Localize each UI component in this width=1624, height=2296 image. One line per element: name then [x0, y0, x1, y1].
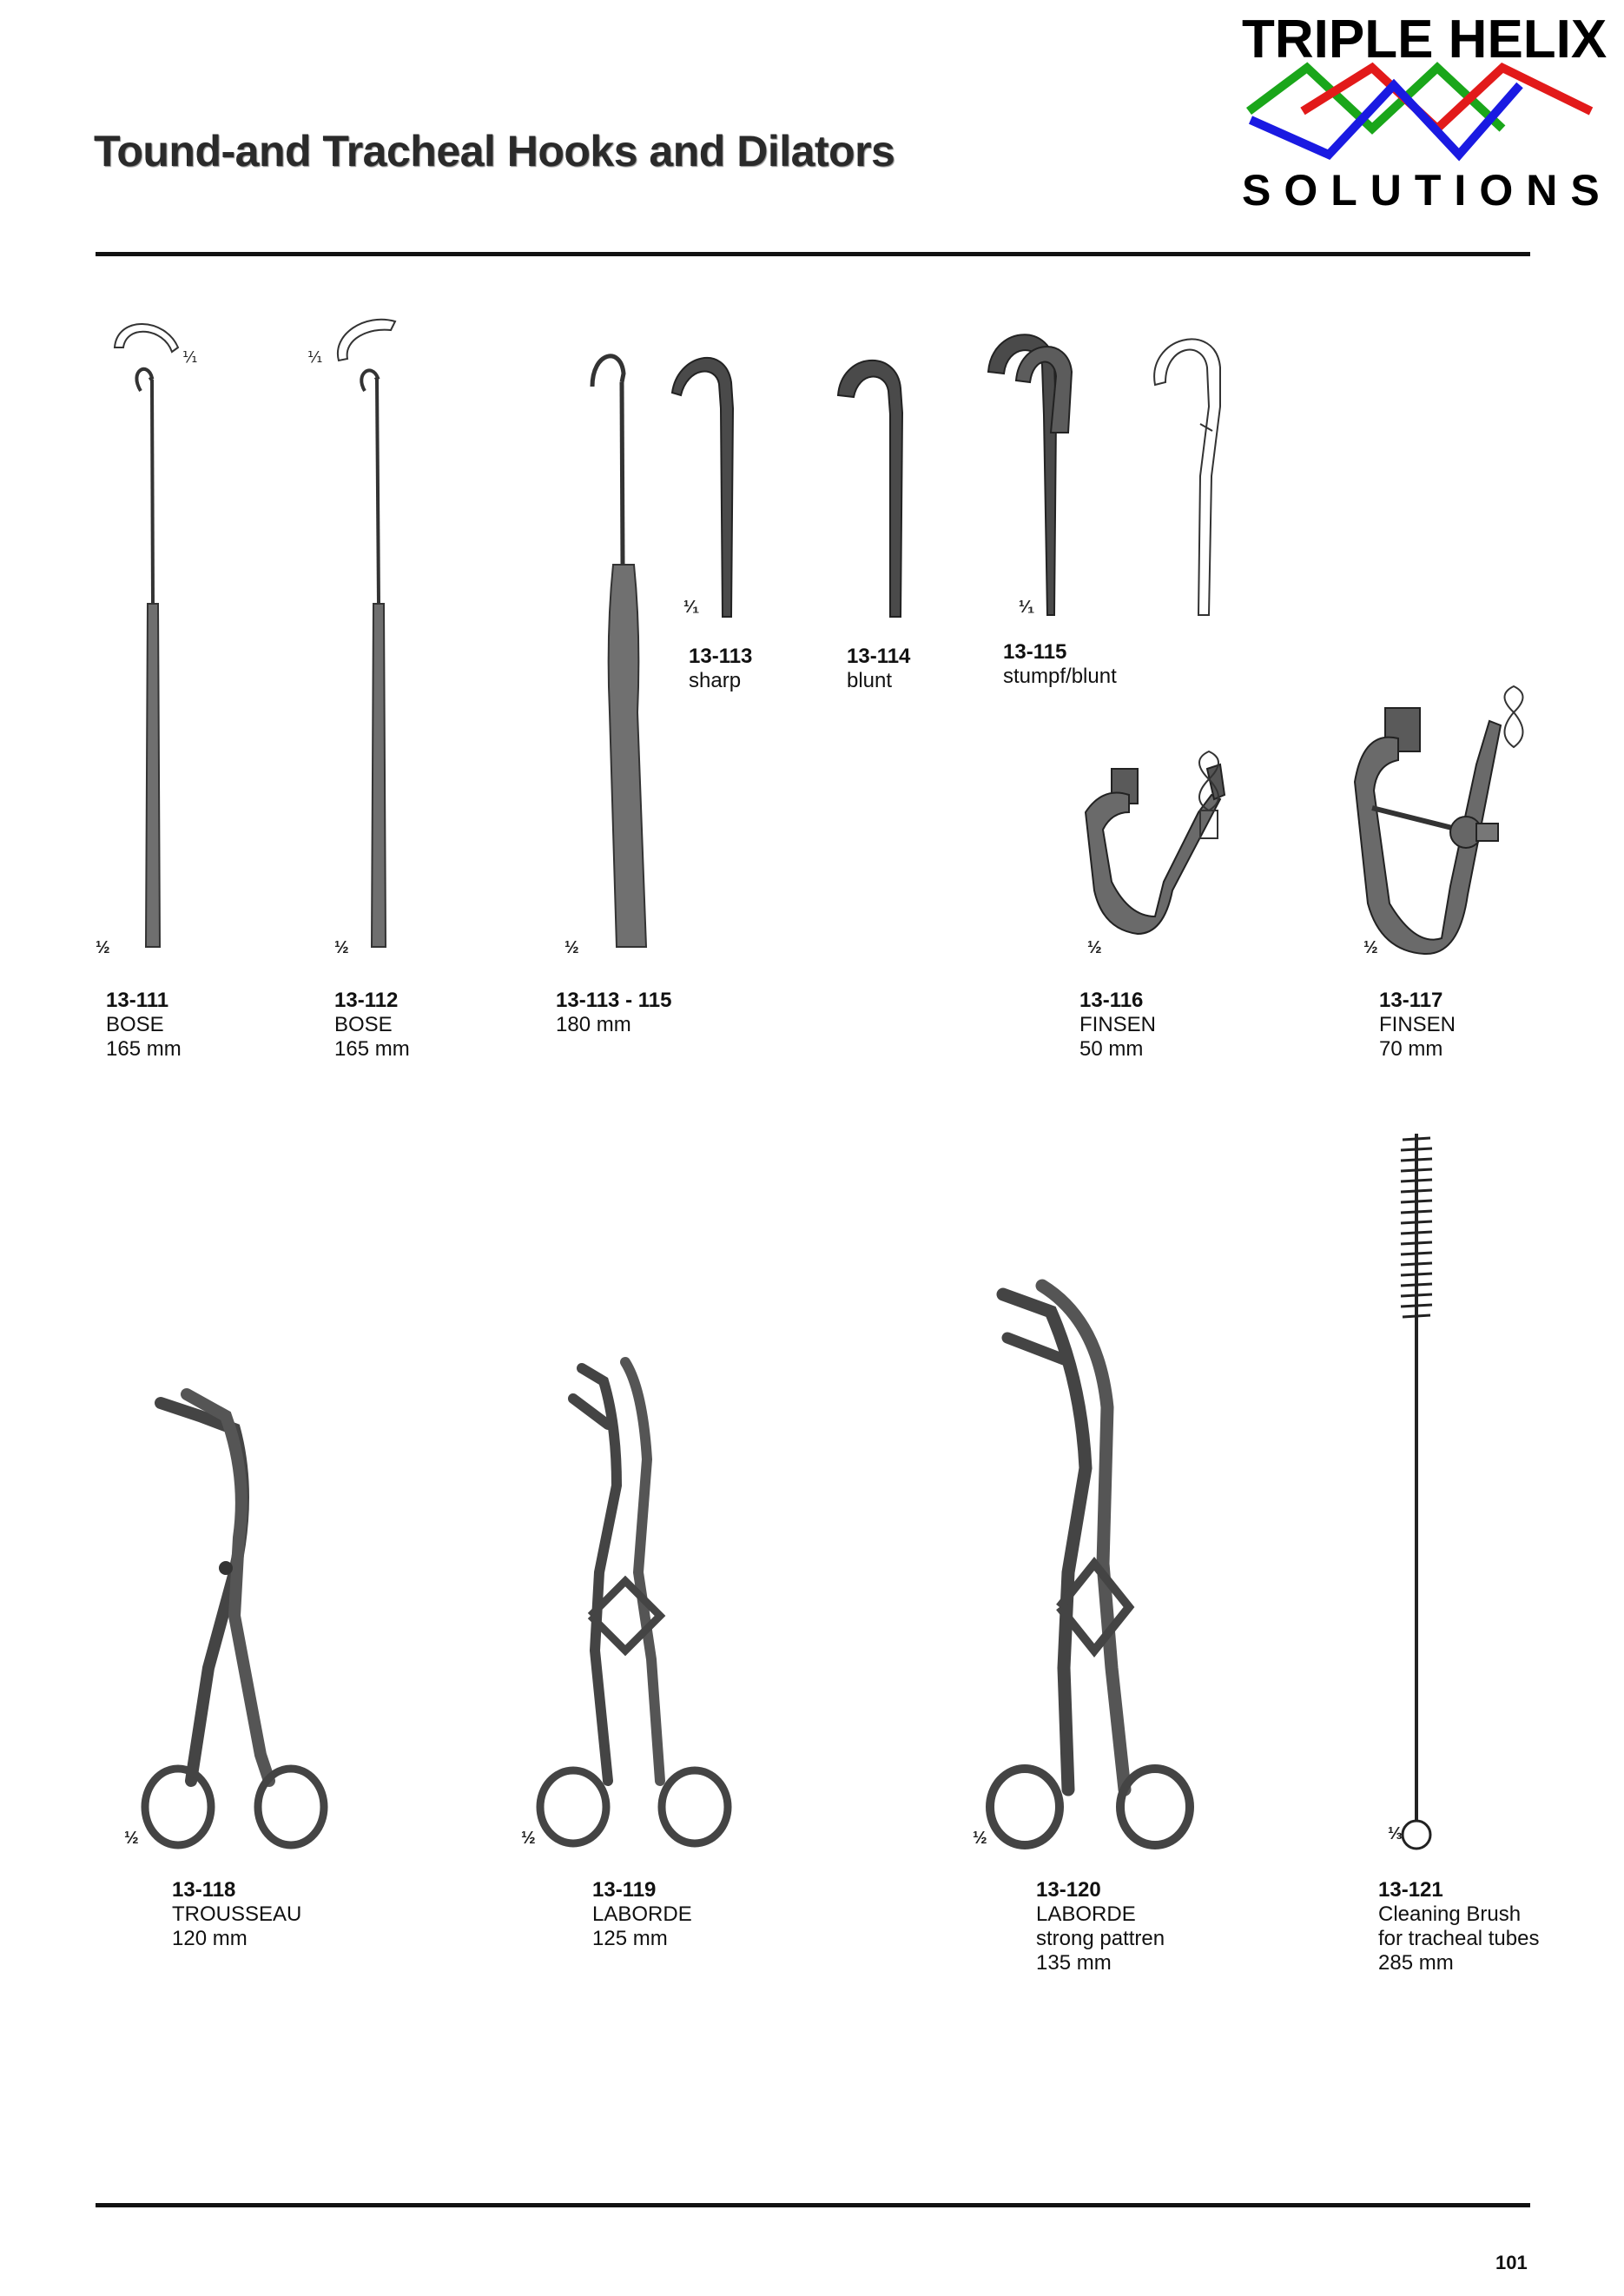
scale-label: ½ — [1363, 938, 1378, 957]
product-name: FINSEN — [1379, 1013, 1456, 1036]
bose-hook-111-icon — [96, 308, 200, 951]
product-code: 13-120 — [1036, 1878, 1101, 1902]
product-size: 125 mm — [592, 1927, 668, 1950]
blunt-hook-icon — [829, 352, 942, 630]
product-name: stumpf/blunt — [1003, 665, 1117, 688]
svg-text:¹⁄₁: ¹⁄₁ — [182, 348, 198, 367]
product-size: 50 mm — [1079, 1037, 1144, 1061]
caption-13-117 — [1379, 989, 1456, 1062]
scale-label: ½ — [564, 938, 579, 957]
header-rule — [96, 252, 1530, 256]
product-name: sharp — [689, 669, 742, 692]
product-name: BOSE — [106, 1013, 164, 1036]
scale-label: ½ — [973, 1829, 987, 1848]
page-number: 101 — [1495, 2252, 1528, 2273]
scale-label: ½ — [334, 938, 349, 957]
finsen-retractor-small-icon — [1077, 760, 1277, 951]
page-title: Tound-and Tracheal Hooks and Dilators — [94, 127, 895, 175]
footer-rule — [96, 2203, 1530, 2207]
product-code: 13-116 — [1079, 989, 1144, 1012]
helix-logo-icon — [1242, 59, 1598, 163]
product-size: 70 mm — [1379, 1037, 1443, 1061]
scale-label: ½ — [96, 938, 110, 957]
caption-13-118 — [172, 1878, 301, 1951]
finsen-retractor-large-icon — [1346, 695, 1546, 956]
bose-hook-112-icon — [304, 308, 408, 951]
product-size: 120 mm — [172, 1927, 248, 1950]
product-size: 180 mm — [556, 1013, 631, 1036]
product-name: LABORDE — [1036, 1902, 1136, 1926]
product-name: blunt — [847, 669, 893, 692]
scale-label: ⅓ — [1388, 1824, 1403, 1843]
svg-text:¹⁄₁: ¹⁄₁ — [307, 348, 323, 367]
product-size: 165 mm — [106, 1037, 182, 1061]
logo-text-bottom: SOLUTIONS — [1242, 166, 1613, 215]
product-code: 13-113 — [689, 645, 753, 668]
product-size: 285 mm — [1378, 1951, 1454, 1975]
product-code: 13-113 - 115 — [556, 989, 672, 1012]
scale-label: ¹⁄₁ — [683, 598, 700, 617]
caption-13-115 — [1003, 640, 1117, 689]
product-name: BOSE — [334, 1013, 393, 1036]
cleaning-brush-icon — [1385, 1129, 1455, 1859]
product-size: 135 mm — [1036, 1951, 1112, 1975]
product-name: TROUSSEAU — [172, 1902, 302, 1926]
caption-13-116 — [1079, 989, 1156, 1062]
product-code: 13-112 — [334, 989, 399, 1012]
logo-text-top: TRIPLE HELIX — [1242, 10, 1607, 69]
caption-13-121 — [1378, 1878, 1539, 1975]
product-code: 13-121 — [1378, 1878, 1443, 1902]
laborde-strong-dilator-icon — [981, 1277, 1207, 1850]
caption-13-113-115 — [556, 989, 671, 1037]
product-code: 13-119 — [592, 1878, 657, 1902]
scale-label: ½ — [124, 1829, 139, 1848]
product-name: Cleaning Brush — [1378, 1902, 1522, 1926]
sharp-hook-icon — [660, 347, 773, 625]
double-blunt-hook-icon — [981, 328, 1233, 624]
product-name: FINSEN — [1079, 1013, 1157, 1036]
scale-label: ¹⁄₁ — [1019, 598, 1035, 617]
caption-13-119 — [592, 1878, 692, 1951]
scale-label: ½ — [521, 1829, 536, 1848]
product-code: 13-118 — [172, 1878, 236, 1902]
caption-13-114 — [847, 645, 910, 693]
caption-13-113 — [689, 645, 752, 693]
laborde-dilator-icon — [530, 1355, 747, 1850]
product-code: 13-115 — [1003, 640, 1067, 664]
product-code: 13-117 — [1379, 989, 1443, 1012]
caption-13-112 — [334, 989, 410, 1062]
caption-13-120 — [1036, 1878, 1165, 1975]
caption-13-111 — [106, 989, 182, 1062]
product-code: 13-114 — [847, 645, 911, 668]
product-name: LABORDE — [592, 1902, 692, 1926]
trousseau-dilator-icon — [139, 1390, 330, 1850]
scale-label: ½ — [1087, 938, 1102, 957]
product-code: 13-111 — [106, 989, 169, 1012]
product-note: for tracheal tubes — [1378, 1927, 1540, 1950]
product-note: strong pattren — [1036, 1927, 1165, 1950]
product-size: 165 mm — [334, 1037, 410, 1061]
